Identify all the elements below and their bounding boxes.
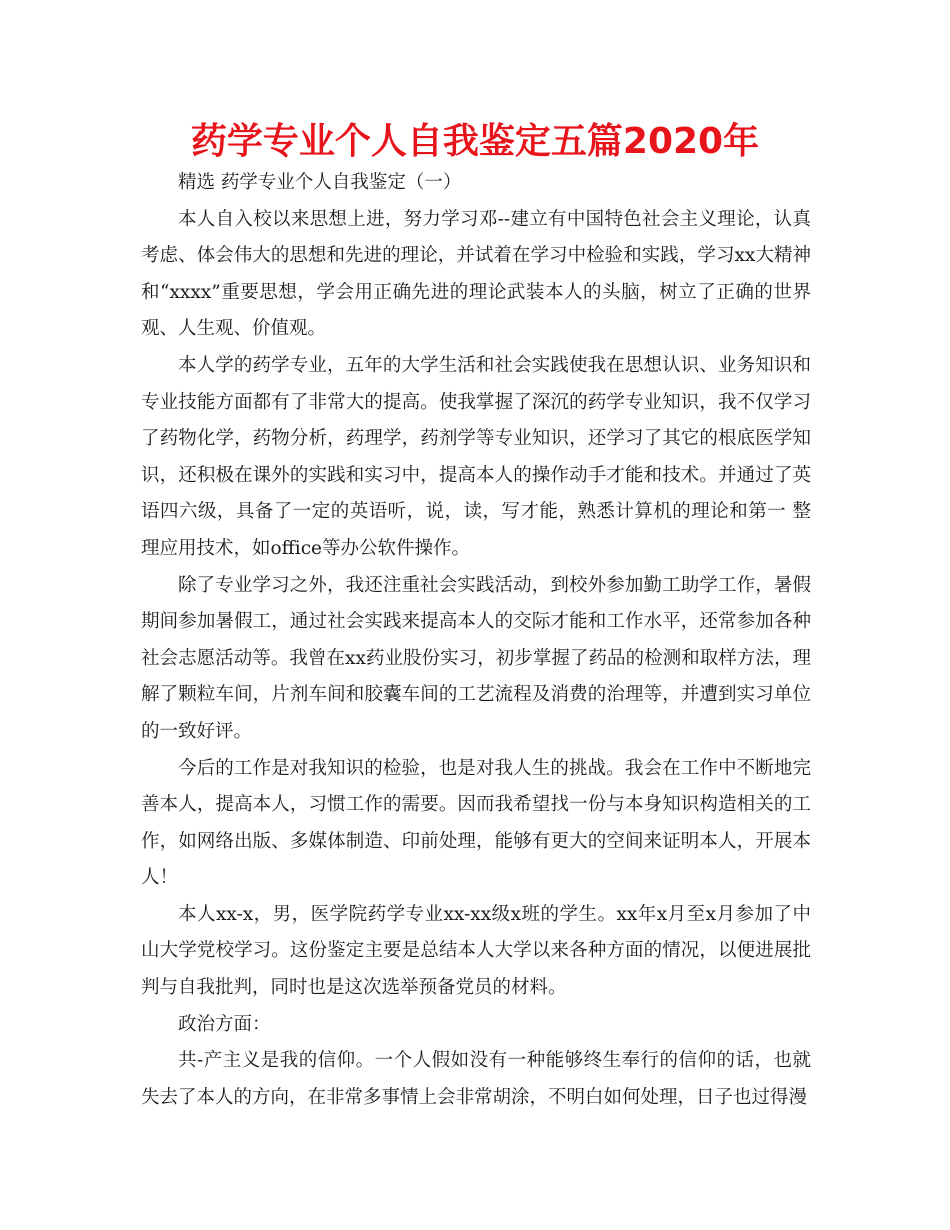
body-paragraph: 共-产主义是我的信仰。一个人假如没有一种能够终生奉行的信仰的话，也就失去了本人的方向，在非常多事情上会非常胡涂，不明白如何处理，日子也过得漫 <box>141 1050 811 1108</box>
section-heading: 政治方面： <box>178 1013 271 1035</box>
subtitle-paragraph: 精选 药学专业个人自我鉴定（一） <box>178 172 462 193</box>
body-paragraph: 除了专业学习之外，我还注重社会实践活动，到校外参加勤工助学工作，暑假期间参加暑假工，通过社会实践来提高本人的交际才能和工作水平，还常参加各种社会志愿活动等。我曾在xx药业股份实习，初步掌握了药品的检测和取样方法，理解了颗粒车间，片剂车间和胶囊车间的工艺流程及消费的治理等，并遭到实习单位的一致好评。 <box>141 574 811 742</box>
document-body <box>141 165 811 1116</box>
body-paragraph: 本人学的药学专业，五年的大学生活和社会实践使我在思想认识、业务知识和专业技能方面都有了非常大的提高。使我掌握了深沉的药学专业知识，我不仅学习了药物化学，药物分析，药理学，药剂学等专业知识，还学习了其它的根底医学知识，还积极在课外的实践和实习中，提高本人的操作动手才能和技术。并通过了英语四六级，具备了一定的英语听，说，读，写才能，熟悉计算机的理论和第一 整理应用技术，如office等办公软件操作。 <box>141 354 811 559</box>
body-paragraph: 本人xx-x，男，医学院药学专业xx-xx级x班的学生。xx年x月至x月参加了中山大学党校学习。这份鉴定主要是总结本人大学以来各种方面的情况，以便进展批判与自我批判，同时也是这次选举预备党员的材料。 <box>141 903 811 999</box>
document-title: 药学专业个人自我鉴定五篇2020年 <box>190 121 760 162</box>
body-paragraph: 今后的工作是对我知识的检验，也是对我人生的挑战。我会在工作中不断地完善本人，提高本人，习惯工作的需要。因而我希望找一份与本身知识构造相关的工作，如网络出版、多媒体制造、印前处理，能够有更大的空间来证明本人，开展本人！ <box>141 757 811 889</box>
body-paragraph: 本人自入校以来思想上进，努力学习邓--建立有中国特色社会主义理论，认真考虑、体会伟大的思想和先进的理论，并试着在学习中检验和实践，学习xx大精神和“xxxx”重要思想，学会用正确先进的理论武装本人的头脑，树立了正确的世界观、人生观、价值观。 <box>141 208 811 340</box>
